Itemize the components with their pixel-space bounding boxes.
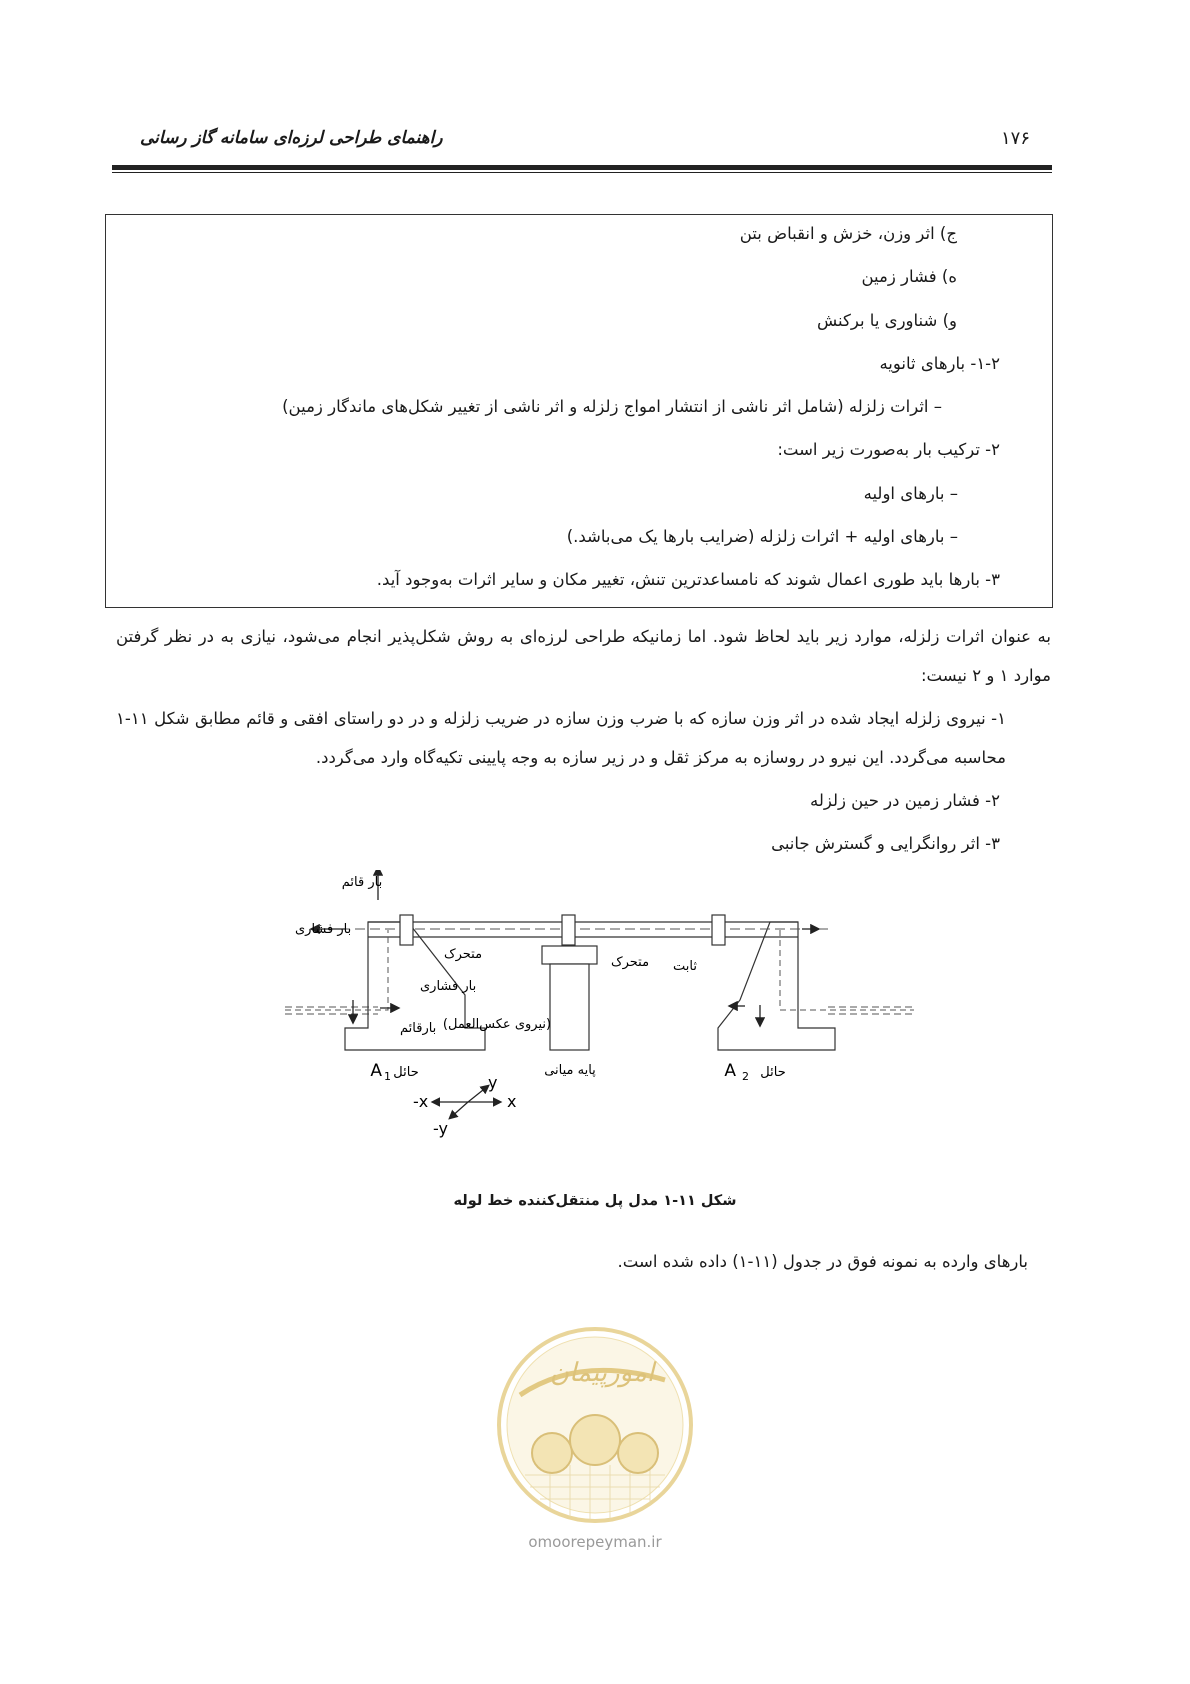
combo-1: – بارهای اولیه [863,484,958,503]
label-fixed: ثابت [673,959,697,974]
item-v: و) شناوری یا برکنش [816,311,957,330]
figure-caption: شکل ۱۱-۱ مدل پل منتقل‌کننده خط لوله [453,1193,737,1209]
item-3: ۳- اثر روانگرایی و گسترش جانبی [771,834,1000,853]
label-axis-neg-x: -x [413,1092,429,1111]
combo-2: – بارهای اولیه + اثرات زلزله (ضرایب بارها یک می‌باشد.) [566,527,958,546]
running-header-title: راهنمای طراحی لرزه‌ای سامانه گاز رسانی [140,128,443,148]
bearing-movable-1 [400,915,413,945]
section-1-2: ۱-۲- بارهای ثانویه [879,354,1000,373]
label-a2-id: A [724,1061,736,1081]
gear-icon-center [570,1415,620,1465]
item-j: ج) اثر وزن، خزش و انقباض بتن [739,224,957,243]
seismic-effects-item: – اثرات زلزله (شامل اثر ناشی از انتشار امواج زلزله و اثر ناشی از تغییر شکل‌های ماندگار زمین) [282,397,942,416]
axis-y-arrow [468,1086,488,1102]
bearing-fixed [712,915,725,945]
label-inner-pressure: بار فشاری [420,979,477,994]
pipe-right-bend [780,930,914,1010]
item-1-paragraph: ۱- نیروی زلزله ایجاد شده در اثر وزن سازه که با ضرب وزن سازه در ضریب زلزله و در دو راستای افقی و قائم مطابق شکل ۱۱-۱ محاسبه می‌گردد. این نیرو در روسازه به مرکز ثقل و در زیر سازه به وجه پایینی تکیه‌گاه وارد می‌گردد. [116,709,1006,767]
pier-cap [542,946,597,964]
label-axis-neg-y: -y [433,1119,448,1138]
label-a1-id: A [370,1061,382,1081]
label-a2-name: حائل [760,1065,786,1080]
header-rule-thin [112,172,1052,173]
section-2: ۲- ترکیب بار به‌صورت زیر است: [777,440,1000,459]
label-movable-1: متحرک [443,947,483,962]
closing-sentence: بارهای وارده به نمونه فوق در جدول (۱۱-۱) داده شده است. [617,1252,1028,1271]
abutment-a2 [718,922,835,1050]
label-a1-name: حائل [393,1065,419,1080]
label-a2-sub: 2 [742,1070,749,1083]
label-movable-2: متحرک [610,955,650,970]
label-reaction-force: (نیروی عکس‌العمل) [442,1017,552,1032]
axis-neg-y-arrow [450,1102,468,1118]
item-2: ۲- فشار زمین در حین زلزله [809,791,1000,810]
label-vertical-load: بار قائم [341,875,383,890]
label-inner-vertical: بارقائم [400,1021,437,1036]
label-axis-y: y [488,1073,498,1092]
bearing-movable-2 [562,915,575,945]
label-axis-x: x [507,1092,517,1111]
section-3: ۳- بارها باید طوری اعمال شوند که نامساعدترین تنش، تغییر مکان و سایر اثرات به‌وجود آید. [376,570,1000,589]
item-h: ه) فشار زمین [861,267,957,286]
label-middle-pier: پایه میانی [544,1063,596,1078]
pipe-left-bend [285,930,388,1010]
label-a1-sub: 1 [384,1070,391,1083]
label-pressure-load: بار فشاری [295,922,352,937]
header-rule-thick [112,165,1052,170]
middle-pier [550,964,589,1050]
watermark-logo-text: امورپیمان [549,1358,655,1388]
omoorepeyman-watermark [490,1325,700,1575]
intro-paragraph: به عنوان اثرات زلزله، موارد زیر باید لحاظ شود. اما زمانیکه طراحی لرزه‌ای به روش شکل‌پذیر انجام می‌شود، نیازی به در نظر گرفتن موارد ۱ و ۲ نیست: [116,627,1051,685]
pipeline-bridge-figure [250,870,930,1170]
gear-icon-right [618,1433,658,1473]
watermark-site: omoorepeyman.ir [528,1533,662,1551]
gear-icon-left [532,1433,572,1473]
page-number: ۱۷۶ [1000,128,1030,149]
